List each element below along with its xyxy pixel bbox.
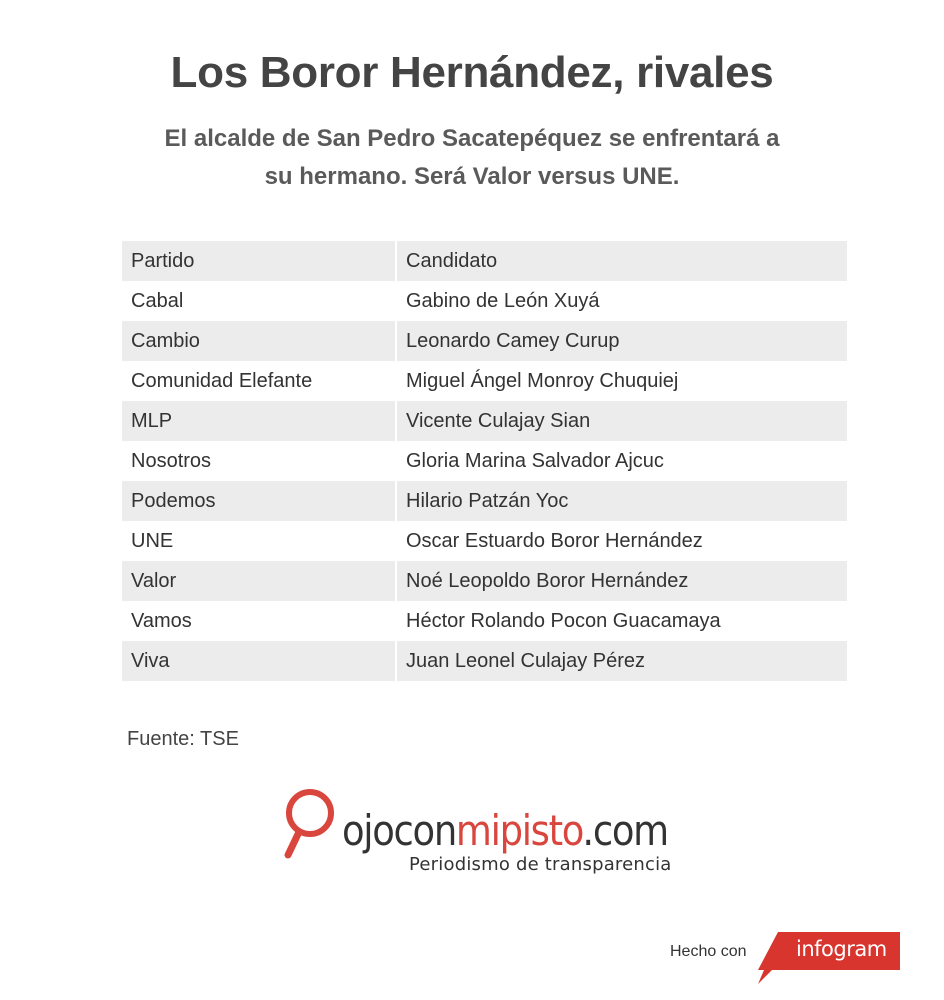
- table-row: [122, 281, 847, 321]
- table-row: [122, 321, 847, 361]
- page-subtitle: El alcalde de San Pedro Sacatepéquez se enfrentará a su hermano. Será Valor versus UNE.: [164, 125, 780, 190]
- party-cell: Cabal: [122, 281, 396, 321]
- brand-name: [342, 806, 668, 855]
- brand-name-part-domain: .com: [582, 806, 668, 855]
- table-row: [122, 521, 847, 561]
- candidate-cell: Juan Leonel Culajay Pérez: [396, 641, 847, 681]
- infogram-logo-text: infogram: [796, 937, 887, 961]
- table-row: [122, 601, 847, 641]
- brand-name-part-mipisto: mipisto: [455, 806, 583, 855]
- candidate-cell: Héctor Rolando Pocon Guacamaya: [396, 601, 847, 641]
- table-row: [122, 641, 847, 681]
- party-cell: UNE: [122, 521, 396, 561]
- column-header-candidate: Candidato: [396, 241, 847, 281]
- table-row: [122, 401, 847, 441]
- party-cell: Viva: [122, 641, 396, 681]
- candidate-cell: Gloria Marina Salvador Ajcuc: [396, 441, 847, 481]
- party-cell: Podemos: [122, 481, 396, 521]
- table-header-row: [122, 241, 847, 281]
- candidates-table: [122, 241, 847, 681]
- party-cell: Valor: [122, 561, 396, 601]
- table-row: [122, 441, 847, 481]
- candidate-cell: Miguel Ángel Monroy Chuquiej: [396, 361, 847, 401]
- made-with-label: Hecho con: [670, 943, 747, 960]
- candidate-cell: Noé Leopoldo Boror Hernández: [396, 561, 847, 601]
- party-cell: Cambio: [122, 321, 396, 361]
- brand-name-part-ojocon: ojocon: [342, 806, 456, 855]
- party-cell: Nosotros: [122, 441, 396, 481]
- brand-tagline: Periodismo de transparencia: [409, 854, 672, 875]
- party-cell: Comunidad Elefante: [122, 361, 396, 401]
- candidate-cell: Gabino de León Xuyá: [396, 281, 847, 321]
- party-cell: MLP: [122, 401, 396, 441]
- table-row: [122, 561, 847, 601]
- column-header-party: Partido: [122, 241, 396, 281]
- party-cell: Vamos: [122, 601, 396, 641]
- page-title: Los Boror Hernández, rivales: [170, 48, 774, 97]
- candidate-cell: Vicente Culajay Sian: [396, 401, 847, 441]
- table-row: [122, 481, 847, 521]
- source-note: Fuente: TSE: [127, 728, 239, 750]
- table-row: [122, 361, 847, 401]
- candidate-cell: Oscar Estuardo Boror Hernández: [396, 521, 847, 561]
- candidate-cell: Hilario Patzán Yoc: [396, 481, 847, 521]
- candidate-cell: Leonardo Camey Curup: [396, 321, 847, 361]
